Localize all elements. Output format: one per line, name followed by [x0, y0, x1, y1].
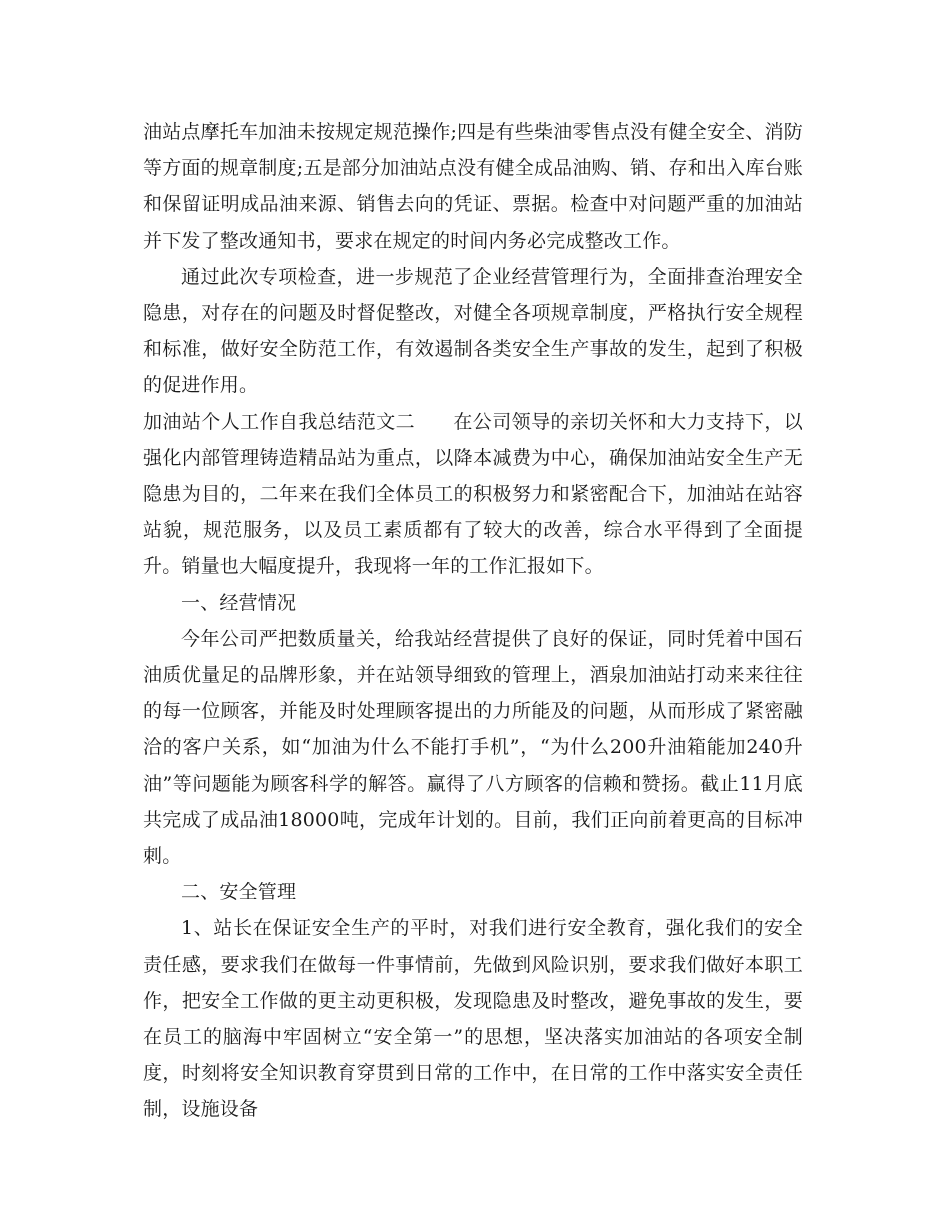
- subheading-operations: 一、经营情况: [181, 591, 297, 614]
- paragraph-safety-management: 1、站长在保证安全生产的平时，对我们进行安全教育，强化我们的安全责任感，要求我们在做每一件事情前，先做到风险识别，要求我们做好本职工作，把安全工作做的更主动更积极，发现隐患及时整改，避免事故的发生，要在员工的脑海中牢固树立“安全第一”的思想，坚决落实加油站的各项安全制度，时刻将安全知识教育穿贯到日常的工作中，在日常的工作中落实安全责任制，设施设备: [143, 917, 803, 1121]
- paragraph-inspection-findings: 油站点摩托车加油未按规定规范操作;四是有些柴油零售点没有健全安全、消防等方面的规章制度;五是部分加油站点没有健全成品油购、销、存和出入库台账和保留证明成品油来源、销售去向的凭证、票据。检查中对问题严重的加油站并下发了整改通知书，要求在规定的时间内务必完成整改工作。: [143, 121, 803, 252]
- paragraph-section-two-intro: [143, 404, 803, 585]
- section-intro-text: 在公司领导的亲切关怀和大力支持下，以强化内部管理铸造精品站为重点，以降本减费为中心，确保加油站安全生产无隐患为目的，二年来在我们全体员工的积极努力和紧密配合下，加油站在站容站貌，规范服务，以及员工素质都有了较大的改善，综合水平得到了全面提升。销量也大幅度提升，我现将一年的工作汇报如下。: [143, 410, 803, 578]
- subheading-safety-management: 二、安全管理: [181, 881, 297, 904]
- paragraph-operations: 今年公司严把数质量关，给我站经营提供了良好的保证，同时凭着中国石油质优量足的品牌形象，并在站领导细致的管理上，酒泉加油站打动来来往往的每一位顾客，并能及时处理顾客提出的力所能及的问题，从而形成了紧密融洽的客户关系，如“加油为什么不能打手机”，“为什么200升油箱能加240升油”等问题能为顾客科学的解答。赢得了八方顾客的信赖和赞扬。截止11月底共完成了成品油18000吨，完成年计划的。目前，我们正向前着更高的目标冲刺。: [143, 627, 803, 868]
- document-body: [143, 114, 803, 1128]
- section-heading: 加油站个人工作自我总结范文二: [143, 410, 416, 433]
- paragraph-inspection-summary: 通过此次专项检查，进一步规范了企业经营管理行为，全面排查治理安全隐患，对存在的问题及时督促整改，对健全各项规章制度，严格执行安全规程和标准，做好安全防范工作，有效遏制各类安全生产事故的发生，起到了积极的促进作用。: [143, 265, 803, 397]
